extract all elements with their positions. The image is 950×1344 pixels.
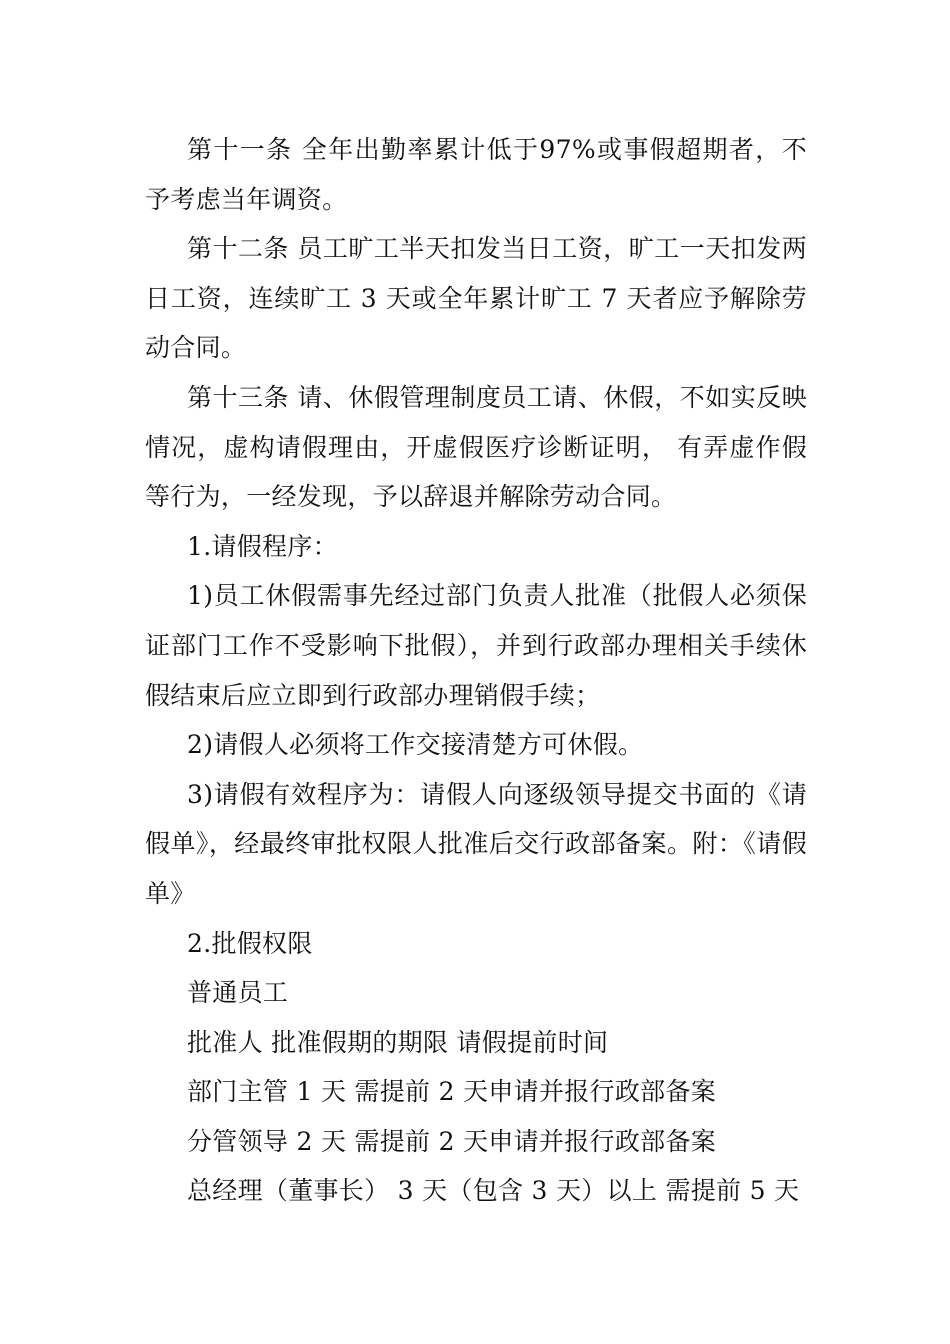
procedure-item-1: 1)员工休假需事先经过部门负责人批准（批假人必须保证部门工作不受影响下批假），并到行政部办理相关手续休假结束后应立即到行政部办理销假手续； [145, 581, 807, 710]
procedure-item-3: 3)请假有效程序为：请假人向逐级领导提交书面的《请假单》，经最终审批权限人批准后交行政部备案。附：《请假单》 [145, 779, 807, 908]
article-11: 第十一条 全年出勤率累计低于97%或事假超期者，不予考虑当年调资。 [145, 135, 807, 214]
approval-authority-heading: 2.批假权限 [187, 928, 313, 958]
article-13: 第十三条 请、休假管理制度员工请、休假，不如实反映情况，虚构请假理由，开虚假医疗诊断证明， 有弄虚作假等行为，一经发现，予以辞退并解除劳动合同。 [145, 382, 807, 512]
procedure-item-2: 2)请假人必须将工作交接清楚方可休假。 [187, 730, 644, 760]
approval-row-division-leader: 分管领导 2 天 需提前 2 天申请并报行政部备案 [187, 1126, 717, 1156]
approval-row-general-manager: 总经理（董事长） 3 天（包含 3 天）以上 需提前 5 天 [187, 1176, 800, 1206]
approval-table-header: 批准人 批准假期的期限 请假提前时间 [187, 1027, 609, 1057]
document-body [145, 125, 807, 1216]
regular-staff-label: 普通员工 [187, 978, 289, 1008]
article-12: 第十二条 员工旷工半天扣发当日工资，旷工一天扣发两日工资，连续旷工 3 天或全年累计旷工 7 天者应予解除劳动合同。 [145, 234, 807, 363]
leave-procedure-heading: 1.请假程序： [187, 531, 338, 561]
approval-row-department-head: 部门主管 1 天 需提前 2 天申请并报行政部备案 [187, 1077, 717, 1107]
